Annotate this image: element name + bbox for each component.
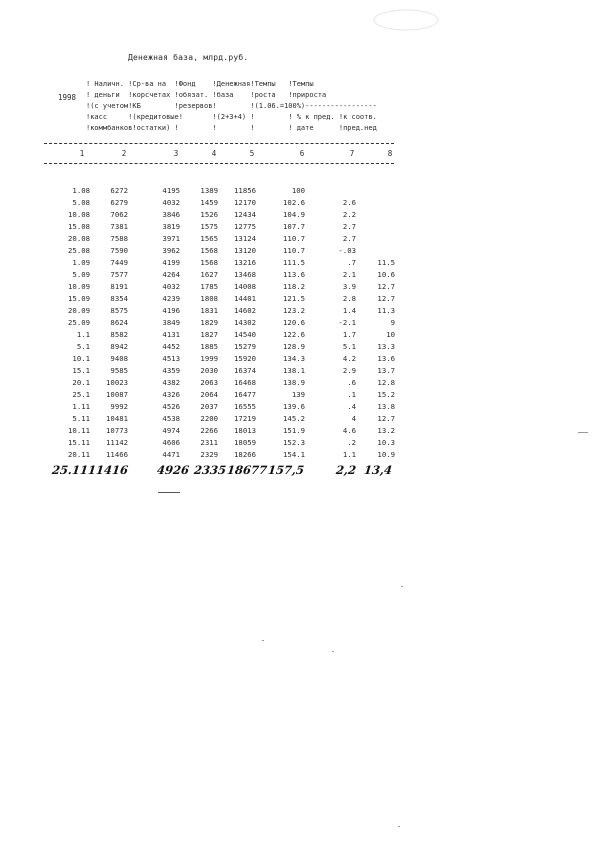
table-cell: 10087 (106, 390, 128, 399)
header-line: ! деньги !корсчетах !обязат. !база !роста !прироста (86, 91, 327, 99)
table-cell: 113.6 (283, 270, 305, 279)
table-cell: 1831 (200, 306, 218, 315)
table-row (0, 234, 596, 246)
header-line: ! Наличн. !Ср-ва на !Фонд !Денежная!Темпы !Темпы (86, 80, 314, 88)
table-cell: 154.1 (283, 450, 305, 459)
table-cell: 17219 (234, 414, 256, 423)
handwritten-cell: 18677 (226, 463, 268, 477)
table-cell: 15920 (234, 354, 256, 363)
table-cell: 10 (386, 330, 395, 339)
table-cell: 1568 (200, 258, 218, 267)
table-cell: 5.11 (72, 414, 90, 423)
table-cell: 4.2 (342, 354, 356, 363)
table-cell: 10.11 (68, 426, 90, 435)
table-cell: 2030 (200, 366, 218, 375)
table-cell: 1627 (200, 270, 218, 279)
column-number: 7 (349, 149, 355, 158)
table-row (0, 294, 596, 306)
table-cell: 151.9 (283, 426, 305, 435)
column-number: 1 (79, 149, 85, 158)
table-cell: 1808 (200, 294, 218, 303)
table-cell: 120.6 (283, 318, 305, 327)
table-cell: 1.08 (72, 186, 90, 195)
table-cell: 1389 (200, 186, 218, 195)
table-cell: 10023 (106, 378, 128, 387)
table-cell: 134.3 (283, 354, 305, 363)
table-cell: 1885 (200, 342, 218, 351)
table-cell: 14602 (234, 306, 256, 315)
table-cell: 13.2 (377, 426, 395, 435)
scan-speck (398, 826, 400, 827)
table-cell: 4.6 (342, 426, 356, 435)
table-cell: 18059 (234, 438, 256, 447)
table-row (0, 258, 596, 270)
table-row (0, 342, 596, 354)
table-row (0, 186, 596, 198)
table-cell: 4471 (162, 450, 180, 459)
table-cell: 139.6 (283, 402, 305, 411)
column-number: 6 (299, 149, 305, 158)
table-cell: 1568 (200, 246, 218, 255)
table-cell: 13120 (234, 246, 256, 255)
header-rule-bottom (44, 163, 394, 164)
table-cell: 4131 (162, 330, 180, 339)
table-row (0, 210, 596, 222)
table-cell: 9585 (110, 366, 128, 375)
table-cell: 12.7 (377, 294, 395, 303)
table-row (0, 198, 596, 210)
scan-speck (578, 432, 588, 433)
table-row (0, 438, 596, 450)
handwritten-cell: 13,4 (363, 463, 393, 477)
table-cell: 128.9 (283, 342, 305, 351)
table-row (0, 354, 596, 366)
scan-speck (332, 651, 334, 652)
table-row (0, 306, 596, 318)
table-cell: 1827 (200, 330, 218, 339)
table-cell: 12170 (234, 198, 256, 207)
table-cell: 4 (351, 414, 356, 423)
handwritten-cell: 25.11 (51, 463, 89, 477)
table-cell: 10.09 (68, 282, 90, 291)
table-row (0, 282, 596, 294)
table-cell: 25.09 (68, 318, 90, 327)
table-cell: 12.7 (377, 414, 395, 423)
table-cell: 7449 (110, 258, 128, 267)
table-cell: 138.9 (283, 378, 305, 387)
table-cell: 14540 (234, 330, 256, 339)
column-number: 2 (121, 149, 127, 158)
table-cell: 3846 (162, 210, 180, 219)
table-cell: 14008 (234, 282, 256, 291)
table-cell: 11.3 (377, 306, 395, 315)
table-cell: 4195 (162, 186, 180, 195)
table-cell: 107.7 (283, 222, 305, 231)
table-cell: 1.7 (342, 330, 356, 339)
table-cell: 6279 (110, 198, 128, 207)
table-row (0, 426, 596, 438)
table-cell: 13.6 (377, 354, 395, 363)
table-cell: 8624 (110, 318, 128, 327)
table-cell: 8191 (110, 282, 128, 291)
table-cell: 2.2 (342, 210, 356, 219)
table-cell: 20.1 (72, 378, 90, 387)
table-row (0, 450, 596, 462)
table-cell: 1785 (200, 282, 218, 291)
table-cell: 25.08 (68, 246, 90, 255)
table-cell: 9992 (110, 402, 128, 411)
table-cell: 139 (291, 390, 305, 399)
table-cell: 4196 (162, 306, 180, 315)
table-cell: 11.5 (377, 258, 395, 267)
table-row (0, 270, 596, 282)
table-cell: 3971 (162, 234, 180, 243)
handwritten-cell: 2335 (193, 463, 227, 477)
table-row (0, 246, 596, 258)
table-cell: 20.09 (68, 306, 90, 315)
table-cell: 18266 (234, 450, 256, 459)
table-cell: 15.1 (72, 366, 90, 375)
table-cell: 4199 (162, 258, 180, 267)
table-cell: 1565 (200, 234, 218, 243)
table-cell: 145.2 (283, 414, 305, 423)
table-cell: 110.7 (283, 246, 305, 255)
table-cell: 2311 (200, 438, 218, 447)
table-cell: 10.08 (68, 210, 90, 219)
handwritten-cell: 4926 (156, 463, 190, 477)
table-cell: 25.1 (72, 390, 90, 399)
table-cell: 5.1 (342, 342, 356, 351)
table-cell: 1.11 (72, 402, 90, 411)
table-cell: 3962 (162, 246, 180, 255)
table-cell: 13.7 (377, 366, 395, 375)
table-cell: 4382 (162, 378, 180, 387)
table-cell: 111.5 (283, 258, 305, 267)
table-cell: 14302 (234, 318, 256, 327)
table-cell: .2 (347, 438, 356, 447)
table-cell: 1829 (200, 318, 218, 327)
table-cell: 11466 (106, 450, 128, 459)
table-cell: 138.1 (283, 366, 305, 375)
table-cell: 2063 (200, 378, 218, 387)
table-cell: 15.08 (68, 222, 90, 231)
handwritten-dash (158, 492, 180, 493)
table-cell: 121.5 (283, 294, 305, 303)
table-cell: 20.08 (68, 234, 90, 243)
table-cell: 8942 (110, 342, 128, 351)
column-number: 5 (249, 149, 255, 158)
table-cell: 104.9 (283, 210, 305, 219)
table-cell: 2064 (200, 390, 218, 399)
table-cell: 13216 (234, 258, 256, 267)
table-cell: 4974 (162, 426, 180, 435)
scan-speck (401, 586, 403, 587)
table-cell: 13124 (234, 234, 256, 243)
table-cell: 122.6 (283, 330, 305, 339)
handwritten-cell: 11416 (87, 463, 129, 477)
table-cell: 2.7 (342, 222, 356, 231)
table-cell: 110.7 (283, 234, 305, 243)
table-row (0, 390, 596, 402)
table-cell: 4526 (162, 402, 180, 411)
table-cell: 2037 (200, 402, 218, 411)
year-label: 1998 (58, 93, 77, 102)
table-row (0, 366, 596, 378)
table-cell: 15.11 (68, 438, 90, 447)
table-cell: 4452 (162, 342, 180, 351)
table-cell: 7590 (110, 246, 128, 255)
table-cell: 8582 (110, 330, 128, 339)
table-cell: 5.08 (72, 198, 90, 207)
table-cell: 10.9 (377, 450, 395, 459)
table-cell: 11856 (234, 186, 256, 195)
header-line: !коммбанков!остатки) ! ! ! ! дате !пред.нед (86, 124, 377, 132)
table-cell: 4538 (162, 414, 180, 423)
table-row (0, 414, 596, 426)
table-cell: 118.2 (283, 282, 305, 291)
table-row (0, 378, 596, 390)
header-rule-top (44, 143, 394, 144)
table-row (0, 402, 596, 414)
table-cell: 12.7 (377, 282, 395, 291)
table-cell: 4032 (162, 198, 180, 207)
table-cell: 8354 (110, 294, 128, 303)
table-cell: 16374 (234, 366, 256, 375)
table-cell: 3849 (162, 318, 180, 327)
table-cell: 3.9 (342, 282, 356, 291)
table-cell: 1.1 (76, 330, 90, 339)
scan-speck (262, 640, 264, 641)
table-cell: 1459 (200, 198, 218, 207)
table-cell: 102.6 (283, 198, 305, 207)
table-row (0, 330, 596, 342)
table-row (0, 318, 596, 330)
table-cell: .1 (347, 390, 356, 399)
table-cell: 4326 (162, 390, 180, 399)
table-cell: 2.7 (342, 234, 356, 243)
table-cell: 12.8 (377, 378, 395, 387)
table-cell: .4 (347, 402, 356, 411)
table-cell: 1.4 (342, 306, 356, 315)
table-cell: 8575 (110, 306, 128, 315)
table-cell: 10.3 (377, 438, 395, 447)
table-cell: 7577 (110, 270, 128, 279)
table-cell: 12434 (234, 210, 256, 219)
table-cell: .7 (347, 258, 356, 267)
table-cell: 4264 (162, 270, 180, 279)
table-cell: 10481 (106, 414, 128, 423)
table-cell: 10.1 (72, 354, 90, 363)
column-number: 8 (387, 149, 393, 158)
table-cell: 20.11 (68, 450, 90, 459)
table-cell: 6272 (110, 186, 128, 195)
table-cell: 16468 (234, 378, 256, 387)
table-cell: 2.1 (342, 270, 356, 279)
table-cell: 4359 (162, 366, 180, 375)
header-line: !касс !(кредитовые! !(2+3+4) ! ! % к пред. !к соотв. (86, 113, 377, 121)
table-cell: 5.1 (76, 342, 90, 351)
table-cell: 4032 (162, 282, 180, 291)
table-cell: 10773 (106, 426, 128, 435)
table-cell: 7062 (110, 210, 128, 219)
table-cell: 2.6 (342, 198, 356, 207)
table-cell: 123.2 (283, 306, 305, 315)
table-cell: 2.9 (342, 366, 356, 375)
table-cell: 13468 (234, 270, 256, 279)
table-cell: 13.3 (377, 342, 395, 351)
table-cell: 2200 (200, 414, 218, 423)
table-cell: 1999 (200, 354, 218, 363)
table-cell: .6 (347, 378, 356, 387)
table-cell: 7588 (110, 234, 128, 243)
table-cell: 1.09 (72, 258, 90, 267)
table-cell: 100 (291, 186, 305, 195)
column-number: 4 (211, 149, 217, 158)
header-line: !(с учетом!КБ !резервов! !(1.06.=100%)----------------- (86, 102, 377, 110)
table-cell: 16555 (234, 402, 256, 411)
table-cell: 14401 (234, 294, 256, 303)
table-cell: 5.09 (72, 270, 90, 279)
table-cell: 16477 (234, 390, 256, 399)
table-cell: 18013 (234, 426, 256, 435)
table-cell: 1.1 (342, 450, 356, 459)
document-title: Денежная база, млрд.руб. (128, 53, 249, 62)
table-cell: 15.09 (68, 294, 90, 303)
table-cell: 3819 (162, 222, 180, 231)
handwritten-cell: 157,5 (267, 463, 305, 477)
table-cell: 2329 (200, 450, 218, 459)
table-cell: 15279 (234, 342, 256, 351)
table-row (0, 222, 596, 234)
table-cell: 4513 (162, 354, 180, 363)
table-cell: 4239 (162, 294, 180, 303)
table-cell: 9408 (110, 354, 128, 363)
table-cell: -2.1 (338, 318, 356, 327)
table-cell: 9 (390, 318, 395, 327)
table-cell: 12775 (234, 222, 256, 231)
handwritten-row (0, 463, 596, 475)
table-cell: 4606 (162, 438, 180, 447)
handwritten-cell: 2,2 (335, 463, 357, 477)
table-cell: 15.2 (377, 390, 395, 399)
table-cell: 152.3 (283, 438, 305, 447)
column-number: 3 (173, 149, 179, 158)
table-cell: 11142 (106, 438, 128, 447)
table-cell: 10.6 (377, 270, 395, 279)
table-cell: 13.8 (377, 402, 395, 411)
faint-stamp (371, 7, 441, 33)
table-cell: 2266 (200, 426, 218, 435)
table-cell: 1575 (200, 222, 218, 231)
table-cell: 2.8 (342, 294, 356, 303)
table-cell: 7381 (110, 222, 128, 231)
table-cell: -.03 (338, 246, 356, 255)
table-cell: 1526 (200, 210, 218, 219)
